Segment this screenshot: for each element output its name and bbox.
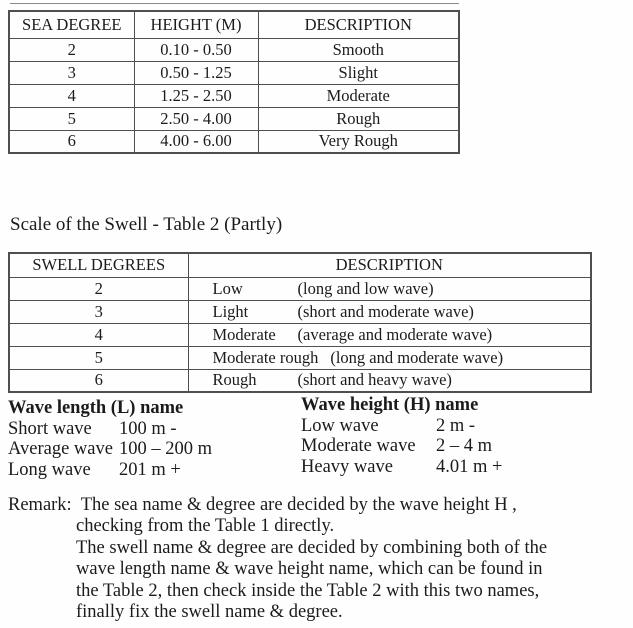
- swell-description-value: [188, 369, 591, 392]
- swell-description-value: [188, 277, 591, 300]
- height-range-value: 1.25 - 2.50: [134, 84, 258, 107]
- swell-name: Light: [212, 301, 249, 321]
- remark-line: The swell name & degree are decided by combining both of the: [76, 537, 548, 558]
- swell-degrees-column-header: SWELL DEGREES: [9, 253, 188, 277]
- sea-state-header-row: [9, 11, 459, 38]
- sea-degree-value: 3: [9, 61, 134, 84]
- swell-name: Moderate: [212, 324, 276, 344]
- height-range-value: 0.10 - 0.50: [134, 38, 258, 61]
- sea-degree-value: 6: [9, 130, 134, 153]
- table-row: [9, 369, 591, 392]
- height-range-value: 4.00 - 6.00: [134, 130, 258, 153]
- wave-height-name: Moderate wave: [301, 436, 416, 456]
- sea-description-value: Rough: [258, 107, 459, 130]
- sea-description-value: Smooth: [258, 38, 459, 61]
- table-row: [9, 84, 459, 107]
- remark-text: The sea name & degree are decided by the wave height H ,: [80, 495, 517, 515]
- swell-detail: (short and moderate wave): [297, 301, 474, 321]
- swell-description-value: [188, 323, 591, 346]
- sea-description-value: Very Rough: [258, 130, 459, 153]
- sea-degree-value: 4: [9, 84, 134, 107]
- swell-detail: (long and low wave): [297, 278, 434, 298]
- swell-name: Moderate rough: [212, 347, 319, 367]
- sea-degree-column-header: SEA DEGREE: [9, 11, 134, 38]
- wave-height-title: Wave height (H) name: [301, 395, 479, 415]
- list-item: [8, 460, 212, 481]
- wave-length-range: 100 m -: [119, 418, 177, 439]
- swell-degree-value: 6: [9, 369, 188, 392]
- wave-height-section: [301, 395, 502, 477]
- swell-degree-value: 3: [9, 300, 188, 323]
- sea-description-value: Slight: [258, 61, 459, 84]
- swell-table: [8, 252, 592, 393]
- wave-length-name: Average wave: [8, 439, 113, 459]
- table-row: [9, 130, 459, 153]
- list-item: [301, 416, 502, 437]
- wave-height-range: 2 m -: [436, 415, 476, 436]
- sea-degree-value: 5: [9, 107, 134, 130]
- swell-description-column-header: DESCRIPTION: [188, 253, 591, 277]
- wave-height-name: Heavy wave: [301, 456, 393, 477]
- swell-name: Rough: [212, 370, 257, 390]
- list-item: [8, 439, 212, 460]
- remark-line: finally fix the swell name & degree.: [76, 602, 343, 623]
- table-row: [9, 277, 591, 300]
- sea-description-value: Moderate: [258, 84, 459, 107]
- swell-description-value: [188, 346, 591, 369]
- wave-length-name: Long wave: [8, 459, 91, 480]
- remark-section: [8, 495, 630, 623]
- table-row: [9, 323, 591, 346]
- height-column-header: HEIGHT (M): [134, 11, 258, 38]
- remark-label: Remark:: [8, 495, 72, 515]
- wave-length-range: 201 m +: [119, 459, 181, 480]
- list-item: [301, 436, 502, 457]
- remark-line: [8, 495, 630, 516]
- swell-header-row: [9, 253, 591, 277]
- wave-height-name: Low wave: [301, 415, 379, 436]
- wave-height-range: 2 – 4 m: [436, 436, 493, 456]
- list-item: [8, 419, 212, 440]
- swell-degree-value: 5: [9, 346, 188, 369]
- wave-length-name: Short wave: [8, 418, 92, 439]
- table-row: [9, 38, 459, 61]
- wave-height-range: 4.01 m +: [436, 456, 503, 477]
- table-row: [9, 346, 591, 369]
- scan-artifact-line: [10, 3, 459, 4]
- wave-length-section: [8, 398, 212, 480]
- wave-length-title: Wave length (L) name: [8, 398, 184, 418]
- swell-description-value: [188, 300, 591, 323]
- sea-state-table: [8, 10, 460, 154]
- wave-length-range: 100 – 200 m: [119, 439, 213, 459]
- table-row: [9, 107, 459, 130]
- swell-degree-value: 2: [9, 277, 188, 300]
- remark-line: checking from the Table 1 directly.: [76, 516, 335, 537]
- height-range-value: 0.50 - 1.25: [134, 61, 258, 84]
- swell-name: Low: [212, 278, 243, 298]
- list-item: [301, 457, 502, 478]
- description-column-header: DESCRIPTION: [258, 11, 459, 38]
- swell-detail: (short and heavy wave): [297, 370, 452, 390]
- table-row: [9, 300, 591, 323]
- remark-line: the Table 2, then check inside the Table 2 with this two names,: [76, 580, 540, 601]
- swell-detail: (long and moderate wave): [330, 347, 504, 367]
- swell-degree-value: 4: [9, 323, 188, 346]
- swell-scale-heading: Scale of the Swell - Table 2 (Partly): [10, 214, 283, 235]
- sea-degree-value: 2: [9, 38, 134, 61]
- remark-line: wave length name & wave height name, which can be found in: [76, 559, 543, 580]
- swell-detail: (average and moderate wave): [297, 324, 493, 344]
- height-range-value: 2.50 - 4.00: [134, 107, 258, 130]
- table-row: [9, 61, 459, 84]
